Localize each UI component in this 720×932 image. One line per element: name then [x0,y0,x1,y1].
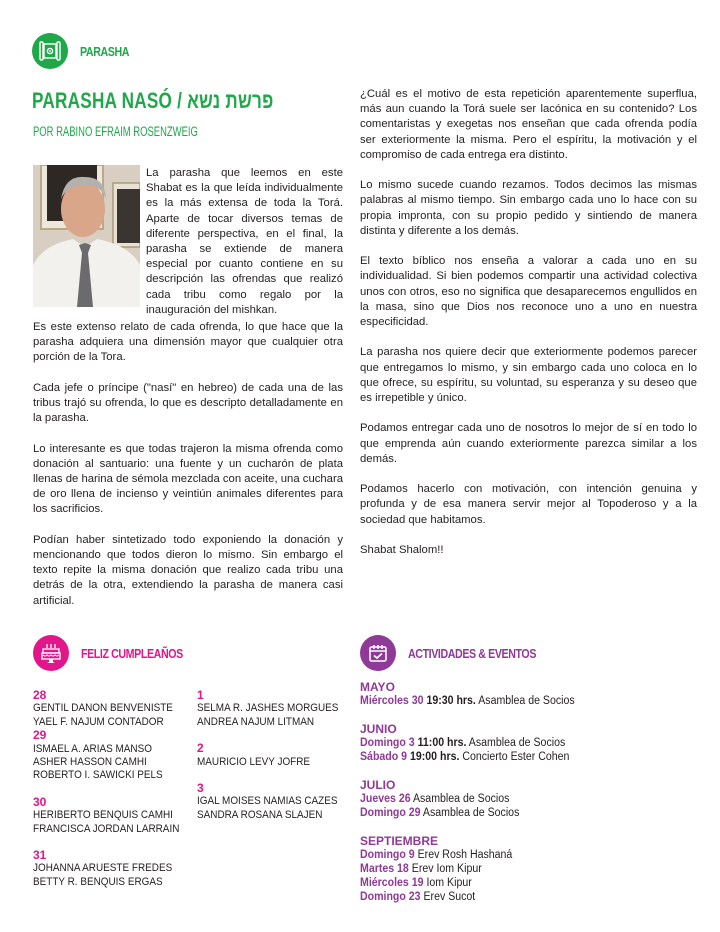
article-paragraph: Lo interesante es que todas trajeron la misma ofrenda como donación al santuario: una fuente y un cucharón de plata llenas de harina de sémola mezclada con aceite, una cuchara de oro llena de incienso y veintiún animales diferentes para los sacrificios. [33,442,343,516]
article-paragraph: Podían haber sintetizado todo exponiendo la donación y mencionando que todos dieron lo mismo. Sin embargo el texto repite la misma donación que realizo cada tribu una detrás de la otra, extendiendo la parasha de manera casi artificial. [33,533,343,607]
article-signoff: Shabat Shalom!! [360,544,444,556]
birthday-name: ASHER HASSON CAMHI [33,756,147,769]
event-item [360,736,575,750]
birthday-name: GENTIL DANON BENVENISTE [33,702,173,715]
birthday-name: FRANCISCA JORDAN LARRAIN [33,822,180,835]
section-label-birthdays: FELIZ CUMPLEAÑOS [81,645,183,661]
calendar-check-icon [360,635,396,671]
birthday-name: ANDREA NAJUM LITMAN [197,715,315,728]
article-right-column [360,87,697,573]
author-photo [33,165,140,307]
birthday-name: SELMA R. JASHES MORGUES [197,702,339,715]
birthday-day: 29 [33,728,47,743]
parasha-section-header [32,33,140,69]
event-month-group [360,680,593,708]
event-item [360,848,575,862]
event-month: SEPTIEMBRE [360,834,439,848]
birthday-cake-icon [33,635,69,671]
event-time: 19:00 hrs. [409,751,460,763]
birthday-name: SANDRA ROSANA SLAJEN [197,808,323,821]
article-intro [146,166,343,318]
event-day: Martes 18 [360,863,409,875]
event-item [360,876,575,890]
article-paragraph: La parasha nos quiere decir que exteriormente podemos parecer que entregamos lo mismo, y sin embargo cada uno coloca en lo que ofrece, su espíritu, su voluntad, su esperanza y su deseo que es irrepetible y único. [360,346,697,405]
article-left-column [33,320,343,624]
event-day: Miércoles 30 [360,695,424,707]
article-paragraph: Es este extenso relato de cada ofrenda, lo que hace que la parasha adquiera una dimensión mayor que cualquier otra porción de la Tora. [33,321,343,364]
article-paragraph: Cada jefe o príncipe ("nasí" en hebreo) de cada una de las tribus trajó su ofrenda, lo que es descripto detalladamente en la parasha. [33,381,343,425]
event-desc: Concierto Ester Cohen [462,751,570,763]
birthday-name: ISMAEL A. ARIAS MANSO [33,742,152,755]
birthday-column-2 [197,689,358,822]
event-day: Domingo 3 [360,737,415,749]
section-label-parasha: PARASHA [80,43,130,59]
article-paragraph: Podamos hacerlo con motivación, con intención genuina y profunda y de esa manera servir mejor al Topoderoso y a la sociedad que habitamos. [360,483,697,526]
event-item [360,694,575,708]
event-desc: Erev Sucot [423,891,476,903]
event-month-group [360,722,593,764]
birthday-group [197,782,358,822]
section-label-events: ACTIVIDADES & EVENTOS [408,645,537,661]
birthday-name: IGAL MOISES NAMIAS CAZES [197,795,338,808]
intro-paragraph: La parasha que leemos en este Shabat es la que leída individualmente es la más extensa de toda la Torá. Aparte de tocar diversos temas de diferente perspectiva, en el final, la parasha se extiende de manera especial por cuanto contiene en su descripción las ofrendas que realizó cada tribu como regalo por la inauguración del mishkan. [146,167,343,316]
birthday-name: YAEL F. NAJUM CONTADOR [33,715,164,728]
events-list [360,680,593,918]
birthday-group [33,849,199,889]
event-month: JUNIO [360,722,397,736]
event-item [360,792,575,806]
article-paragraph: Lo mismo sucede cuando rezamos. Todos decimos las mismas palabras al mismo tiempo. Sin embargo cada uno lo hace con su propia impronta, con su propio pedido y sintiendo de manera distinta y diferente a los demás. [360,179,697,237]
event-item [360,862,575,876]
article-paragraph: ¿Cuál es el motivo de esta repetición aparentemente superflua, más aun cuando la Torá suele ser lacónica en su contenido? Los comentaristas y exegetas nos enseñan que cada ofrenda podía ser exteriormente la misma. Pero el espíritu, la motivación y el compromiso de cada entrega era distinto. [360,88,697,161]
birthday-name: BETTY R. BENQUIS ERGAS [33,875,163,888]
event-day: Sábado 9 [360,751,408,763]
birthday-day: 28 [33,688,47,702]
event-desc: Asamblea de Socios [412,793,510,805]
birthday-day: 30 [33,794,47,809]
birthday-day: 2 [197,741,204,756]
event-item [360,806,575,820]
article-paragraph: El texto bíblico nos enseña a valorar a cada uno en su individualidad. Si bien podemos compartir una actividad colectiva unos con otros, eso no significa que desaparecemos engullidos en la masa, sino que Dios nos reconoce uno a uno en nuestra especificidad. [360,255,697,329]
birthday-name: HERIBERTO BENQUIS CAMHI [33,809,173,822]
event-day: Domingo 23 [360,891,421,903]
event-month: MAYO [360,680,395,694]
birthday-group [33,729,199,783]
birthday-day: 31 [33,848,47,863]
torah-scroll-icon [32,33,68,69]
article-paragraph: Podamos entregar cada uno de nosotros lo mejor de sí en todo lo que emprenda aún cuando exteriormente parezca similar a los demás. [360,422,697,465]
event-desc: Erev Iom Kipur [411,863,482,875]
event-day: Domingo 9 [360,849,415,861]
event-time: 19:30 hrs. [426,695,476,707]
article-author: POR RABINO EFRAIM ROSENZWEIG [33,124,198,139]
birthday-group [197,689,358,729]
article-title: PARASHA NASÓ / פרשת נשא [32,88,274,113]
event-time: 11:00 hrs. [417,737,467,749]
birthday-group [33,689,199,729]
event-desc: Asamblea de Socios [422,807,520,819]
birthday-group [33,796,199,836]
event-day: Miércoles 19 [360,877,424,889]
event-month-group [360,834,593,904]
event-desc: Asamblea de Socios [478,695,575,707]
event-desc: Iom Kipur [426,877,472,889]
birthday-name: ROBERTO I. SAWICKI PELS [33,769,163,782]
event-day: Domingo 29 [360,807,421,819]
event-month: JULIO [360,778,396,792]
birthdays-section-header [33,635,205,671]
birthday-day: 1 [197,688,204,702]
birthday-column-1 [33,689,199,889]
events-section-header [360,635,564,671]
event-day: Jueves 26 [360,793,411,805]
event-desc: Erev Rosh Hashaná [417,849,513,861]
birthday-day: 3 [197,781,204,796]
birthday-group [197,742,358,769]
birthday-name: MAURICIO LEVY JOFRE [197,755,311,768]
event-month-group [360,778,593,820]
event-desc: Asamblea de Socios [468,737,566,749]
birthday-name: JOHANNA ARUESTE FREDES [33,862,173,875]
event-item [360,890,575,904]
event-item [360,750,575,764]
